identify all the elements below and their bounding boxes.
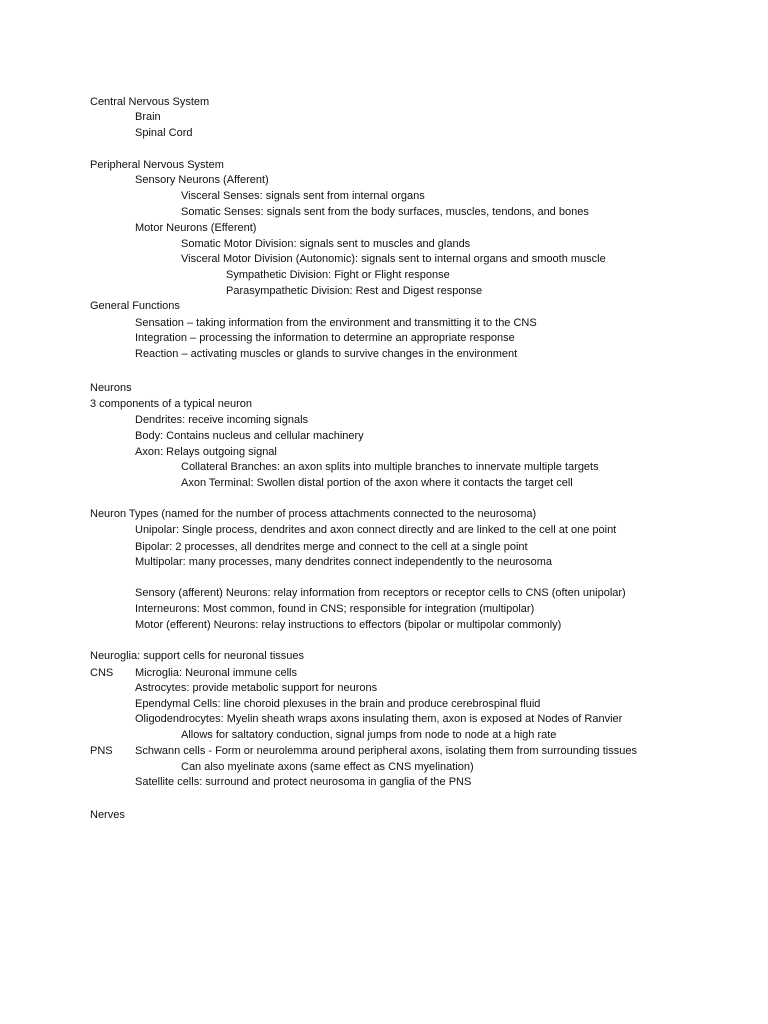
heading-cns: Central Nervous System xyxy=(90,96,210,108)
text-line: Allows for saltatory conduction, signal jumps from node to node at a high rate xyxy=(181,729,557,741)
text-line: 3 components of a typical neuron xyxy=(90,398,253,410)
text-line: Oligodendrocytes: Myelin sheath wraps axons insulating them, axon is exposed at Nodes of Ranvier xyxy=(135,713,623,725)
text-line: Somatic Senses: signals sent from the body surfaces, muscles, tendons, and bones xyxy=(181,206,589,218)
text-line: Motor (efferent) Neurons: relay instructions to effectors (bipolar or multipolar commonly) xyxy=(135,619,562,631)
text-line: Motor Neurons (Efferent) xyxy=(135,222,257,234)
text-line: Visceral Motor Division (Autonomic): signals sent to internal organs and smooth muscle xyxy=(181,253,606,265)
label-cns: CNS xyxy=(90,667,114,679)
text-line: Brain xyxy=(135,111,161,123)
heading-neurons: Neurons xyxy=(90,382,132,394)
text-line: Axon Terminal: Swollen distal portion of the axon where it contacts the target cell xyxy=(181,477,573,489)
heading-general-functions: General Functions xyxy=(90,300,180,312)
text-line: Bipolar: 2 processes, all dendrites merge and connect to the cell at a single point xyxy=(135,541,528,553)
text-line: Schwann cells - Form or neurolemma around peripheral axons, isolating them from surrounding tissues xyxy=(135,745,637,757)
text-line: Spinal Cord xyxy=(135,127,193,139)
text-line: Sensory (afferent) Neurons: relay information from receptors or receptor cells to CNS (often unipolar) xyxy=(135,587,626,599)
text-line: Visceral Senses: signals sent from internal organs xyxy=(181,190,425,202)
text-line: Sensory Neurons (Afferent) xyxy=(135,174,269,186)
text-line: Satellite cells: surround and protect neurosoma in ganglia of the PNS xyxy=(135,776,472,788)
text-line: Integration – processing the information to determine an appropriate response xyxy=(135,332,515,344)
heading-pns: Peripheral Nervous System xyxy=(90,159,224,171)
text-line: Body: Contains nucleus and cellular machinery xyxy=(135,430,364,442)
text-line: Microglia: Neuronal immune cells xyxy=(135,667,298,679)
text-line: Reaction – activating muscles or glands to survive changes in the environment xyxy=(135,348,518,360)
heading-neuroglia: Neuroglia: support cells for neuronal tissues xyxy=(90,650,305,662)
text-line: Ependymal Cells: line choroid plexuses in the brain and produce cerebrospinal fluid xyxy=(135,698,541,710)
text-line: Interneurons: Most common, found in CNS; responsible for integration (multipolar) xyxy=(135,603,535,615)
text-line: Somatic Motor Division: signals sent to muscles and glands xyxy=(181,238,471,250)
text-line: Unipolar: Single process, dendrites and axon connect directly and are linked to the cell at one point xyxy=(135,524,617,536)
text-line: Astrocytes: provide metabolic support for neurons xyxy=(135,682,378,694)
text-line: Multipolar: many processes, many dendrites connect independently to the neurosoma xyxy=(135,556,553,568)
text-line: Parasympathetic Division: Rest and Digest response xyxy=(226,285,483,297)
text-line: Sympathetic Division: Fight or Flight response xyxy=(226,269,450,281)
label-pns: PNS xyxy=(90,745,113,757)
heading-neuron-types: Neuron Types (named for the number of process attachments connected to the neurosoma) xyxy=(90,508,537,520)
text-line: Sensation – taking information from the environment and transmitting it to the CNS xyxy=(135,317,537,329)
text-line: Axon: Relays outgoing signal xyxy=(135,446,277,458)
heading-nerves: Nerves xyxy=(90,809,125,821)
text-line: Collateral Branches: an axon splits into multiple branches to innervate multiple targets xyxy=(181,461,599,473)
text-line: Can also myelinate axons (same effect as CNS myelination) xyxy=(181,761,474,773)
text-line: Dendrites: receive incoming signals xyxy=(135,414,309,426)
